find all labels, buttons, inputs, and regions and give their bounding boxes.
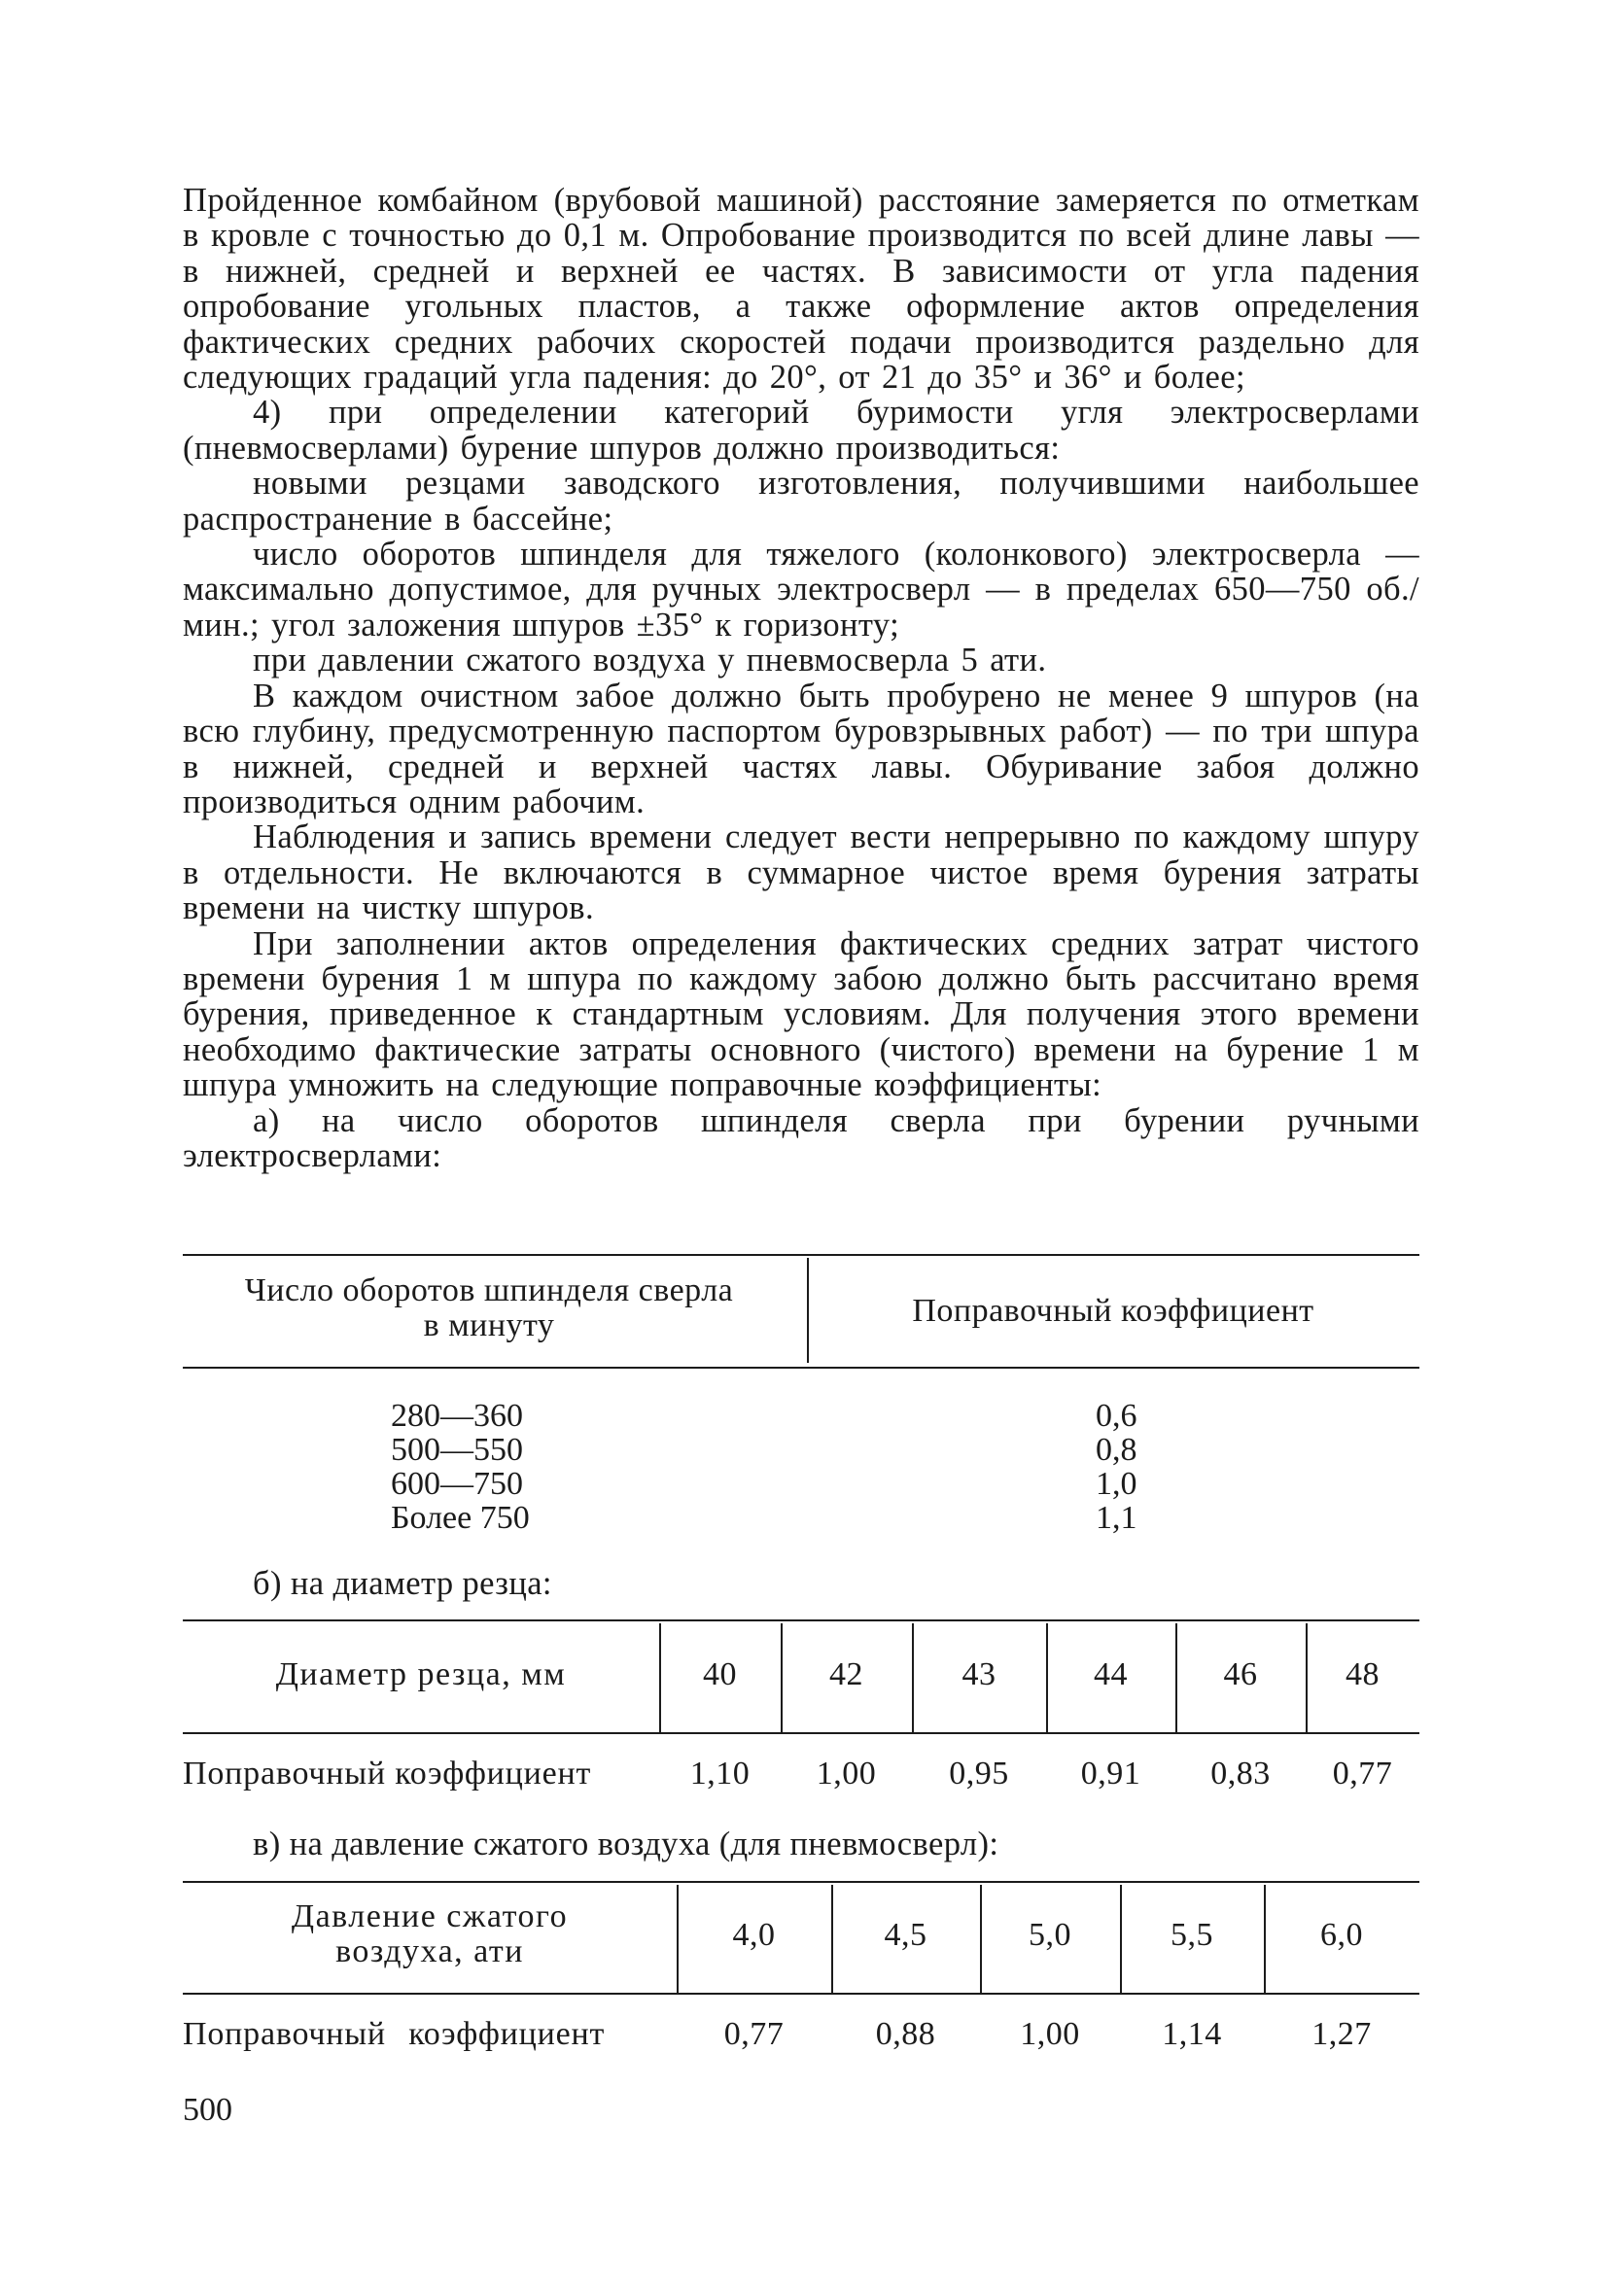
table-c-coef: 1,14	[1162, 2016, 1222, 2052]
table-a-coefs	[1096, 1399, 1137, 1535]
table-b-coef: 0,77	[1332, 1756, 1393, 1792]
paragraph: число оборотов шпинделя для тяжелого (колонкового) электросверла — максимально допустимое, для ручных электросверл — в пределах 650—750 об./мин.; угол заложения шпуров ±35° к горизонту;	[183, 536, 1419, 644]
table-c-pressure: 5,5	[1171, 1917, 1213, 1953]
paragraph: Пройденное комбайном (врубовой машиной) расстояние замеряется по отметкам в кровле с точностью до 0,1 м. Опробование производится по всей длине лавы — в нижней, средней и верхней ее частях. В зависимости от угла падения опробование угольных пластов, а также оформление актов определения фактических средних рабочих скоростей подачи производится раздельно для следующих градаций угла падения: до 20°, от 21 до 35° и 36° и более;	[183, 182, 1419, 397]
section-c-title: в) на давление сжатого воздуха (для пневмосверл):	[253, 1826, 999, 1862]
paragraph: а) на число оборотов шпинделя сверла при бурении ручными электросверлами:	[183, 1101, 1419, 1174]
table-c-pressure: 5,0	[1029, 1917, 1071, 1953]
table-c-coef: 0,77	[723, 2016, 785, 2052]
table-c-coef: 0,88	[875, 2016, 936, 2052]
table-b-coef: 1,10	[689, 1756, 751, 1792]
table-c-header-label-line2: воздуха, ати	[335, 1933, 524, 1969]
table-c-row-label: Поправочный коэффициент	[183, 2016, 606, 2052]
table-c-coef: 1,27	[1311, 2016, 1372, 2052]
table-c-pressure: 4,0	[732, 1917, 776, 1953]
table-b-coef: 0,91	[1080, 1756, 1141, 1792]
page-number: 500	[183, 2092, 232, 2128]
table-a-header-right: Поправочный коэффициент	[912, 1293, 1314, 1329]
table-a-range: 600—750	[391, 1466, 523, 1502]
table-c-header-label	[183, 1899, 677, 1969]
table-a-top-rule	[183, 1254, 1419, 1256]
table-b-diameter: 48	[1346, 1656, 1380, 1692]
paragraph: При заполнении актов определения фактических средних затрат чистого времени бурения 1 м шпура по каждому забою должно быть рассчитано время бурения, приведенное к стандартным условиям. Для получения этого времени необходимо фактические затраты основного (чистого) времени на бурение 1 м шпура умножить на следующие поправочные коэффициенты:	[183, 924, 1419, 1104]
table-a-range: Более 750	[391, 1500, 530, 1536]
table-a-ranges	[391, 1399, 530, 1535]
table-a-range: 500—550	[391, 1432, 523, 1468]
table-b-top-rule	[183, 1619, 1419, 1621]
table-b-diameter: 46	[1223, 1656, 1258, 1692]
table-a-header-left-line1: Число оборотов шпинделя сверла	[244, 1272, 734, 1308]
table-c-coef: 1,00	[1020, 2016, 1080, 2052]
section-b-title: б) на диаметр резца:	[253, 1565, 552, 1602]
table-b-row-label: Поправочный коэффициент	[183, 1756, 592, 1792]
table-b-diameter: 43	[961, 1656, 996, 1692]
paragraph: Наблюдения и запись времени следует вести непрерывно по каждому шпуру в отдельности. Не включаются в суммарное чистое время бурения затраты времени на чистку шпуров.	[183, 818, 1419, 927]
paragraph: В каждом очистном забое должно быть пробурено не менее 9 шпуров (на всю глубину, предусмотренную паспортом буровзрывных работ) — по три шпура в нижней, средней и верхней частях лавы. Обуривание забоя должно производиться одним рабочим.	[183, 677, 1419, 820]
table-b-coef: 0,95	[949, 1756, 1009, 1792]
table-a-header-rule	[183, 1367, 1419, 1369]
table-b-diameter: 40	[703, 1656, 737, 1692]
table-c-header-label-line1: Давление сжатого	[291, 1898, 569, 1934]
paragraph: при давлении сжатого воздуха у пневмосверла 5 ати.	[253, 642, 1047, 679]
table-b-header-label: Диаметр резца, мм	[275, 1656, 567, 1692]
table-c-top-rule	[183, 1881, 1419, 1883]
table-b-coef: 0,83	[1210, 1756, 1271, 1792]
body-text	[183, 183, 1419, 1173]
table-a-range: 280—360	[391, 1398, 523, 1434]
table-a-coef: 0,6	[1096, 1398, 1137, 1434]
table-a-header-left	[183, 1273, 795, 1343]
paragraph: новыми резцами заводского изготовления, получившими наибольшее распространение в бассейне;	[183, 465, 1419, 538]
table-c-bottom-rule	[183, 1993, 1419, 1995]
table-b-diameter: 42	[829, 1656, 863, 1692]
table-b-coef: 1,00	[816, 1756, 877, 1792]
table-b-bottom-rule	[183, 1732, 1419, 1734]
table-a-coef: 0,8	[1096, 1432, 1137, 1468]
paragraph: 4) при определении категорий буримости угля электросверлами (пневмосверлами) бурение шпуров должно производиться:	[183, 394, 1419, 467]
table-a-coef: 1,1	[1096, 1500, 1137, 1536]
table-c-pressure: 6,0	[1320, 1917, 1363, 1953]
table-b-diameter: 44	[1094, 1656, 1128, 1692]
table-c-pressure: 4,5	[884, 1917, 927, 1953]
table-a-coef: 1,0	[1096, 1466, 1137, 1502]
table-a-header-left-line2: в минуту	[423, 1307, 555, 1343]
